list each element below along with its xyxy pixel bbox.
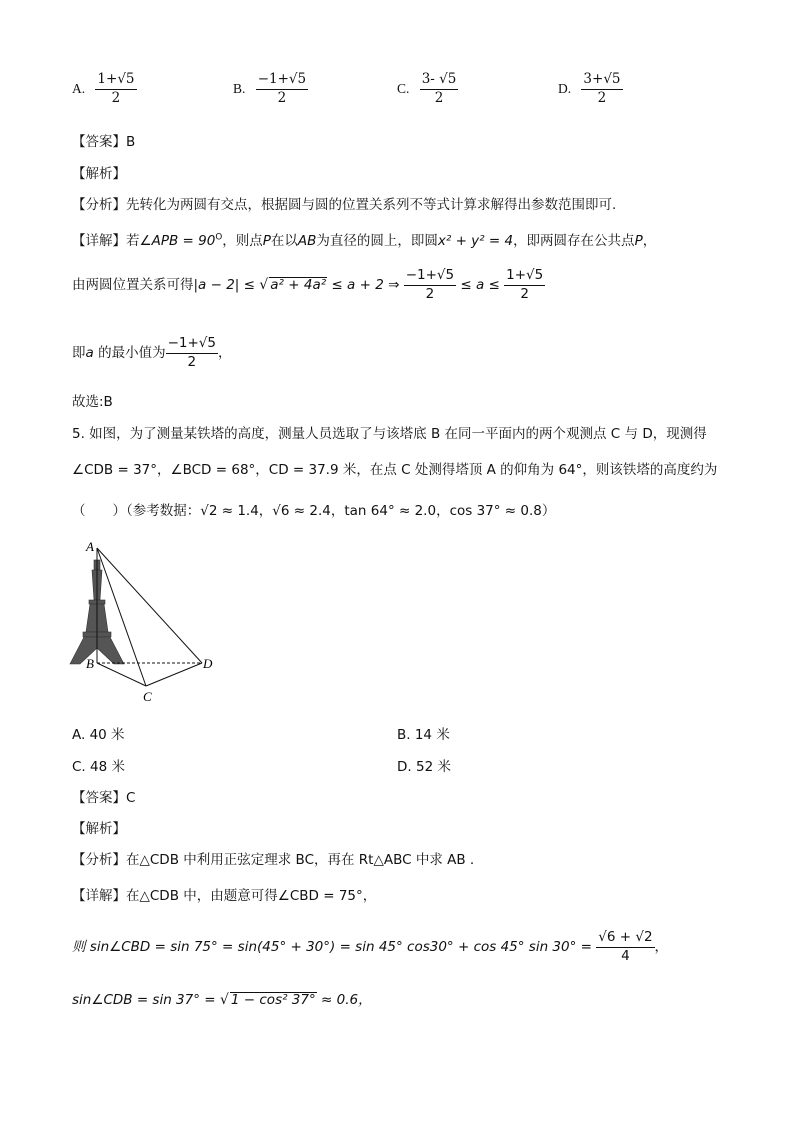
math: sin∠CDB = sin 37° = <box>72 992 220 1008</box>
q5-option-b: B. 14 米 <box>397 727 450 743</box>
fraction-denominator: 2 <box>425 285 435 302</box>
point-label-c: C <box>143 689 152 704</box>
radical-sign: √ <box>219 992 229 1008</box>
q5-analysis-heading: 【解析】 <box>72 821 126 837</box>
q5-option-a: A. 40 米 <box>72 727 125 743</box>
math: x² + y² = 4 <box>437 233 514 249</box>
math: AB <box>297 233 317 249</box>
fraction-denominator: 2 <box>434 89 444 106</box>
q5-option-c: C. 48 米 <box>72 759 125 775</box>
fraction-numerator: 1+√5 <box>504 268 545 286</box>
sqrt-radicand: 1 − cos² 37° <box>230 992 316 1008</box>
text: ，则点 <box>222 233 263 249</box>
fraction-denominator: 2 <box>187 353 197 370</box>
q5-detail-line3 <box>72 988 372 1008</box>
math: ≤ a + 2 ⇒ <box>327 277 404 294</box>
fraction <box>504 268 545 302</box>
q4-choose: 故选:B <box>72 394 113 410</box>
sqrt-radicand: a² + 4a² <box>270 277 327 294</box>
text: 在以 <box>270 233 298 249</box>
text: 的最小值为 <box>93 345 166 362</box>
q4-detail-line2 <box>72 268 545 302</box>
q5-answer: 【答案】C <box>72 790 136 806</box>
option-fraction <box>256 72 308 106</box>
option-fraction <box>420 72 459 106</box>
math: ≈ 0.6， <box>316 992 372 1008</box>
fraction <box>404 268 456 302</box>
fraction-denominator: 2 <box>520 285 529 302</box>
fraction-numerator: √6 + √2 <box>596 930 654 948</box>
point-label-d: D <box>203 656 213 671</box>
point-label-b: B <box>86 656 94 671</box>
math: ∠APB = 90 <box>139 233 216 249</box>
fraction-denominator: 2 <box>111 89 121 106</box>
text: 由两圆位置关系可得 <box>72 277 194 294</box>
math: P <box>262 233 271 249</box>
q4-option-c <box>397 72 458 106</box>
superscript: O <box>215 232 223 243</box>
option-label: C. <box>397 80 410 96</box>
fraction-denominator: 2 <box>277 89 287 106</box>
option-label: D. <box>558 80 572 96</box>
option-fraction <box>95 72 136 106</box>
fraction-numerator: 3- √5 <box>420 72 459 90</box>
text: ， <box>654 939 669 956</box>
q5-stem-line3: （ ）（参考数据：√2 ≈ 1.4，√6 ≈ 2.4，tan 64° ≈ 2.0，cos 37° ≈ 0.8） <box>72 503 556 519</box>
fraction-numerator: 1+√5 <box>95 72 136 90</box>
q4-fenxi: 【分析】先转化为两圆有交点，根据圆与圆的位置关系列不等式计算求解得出参数范围即可. <box>72 197 617 213</box>
fraction-numerator: 3+√5 <box>581 72 622 90</box>
fraction <box>166 336 218 370</box>
q4-answer: 【答案】B <box>72 134 136 150</box>
option-fraction <box>581 72 622 106</box>
math: |a − 2| ≤ <box>193 277 260 294</box>
text: ， <box>642 233 657 249</box>
math: 则 sin∠CBD = sin 75° = sin(45° + 30°) = sin 45° cos30° + cos 45° sin 30° = <box>72 939 597 956</box>
q4-analysis-heading: 【解析】 <box>72 166 126 182</box>
construction-lines <box>97 548 202 686</box>
q5-stem-line2: ∠CDB = 37°，∠BCD = 68°，CD = 37.9 米，在点 C 处测得塔顶 A 的仰角为 64°，则该铁塔的高度约为 <box>72 462 718 478</box>
fraction-numerator: −1+√5 <box>256 72 308 90</box>
fraction-numerator: −1+√5 <box>166 336 218 354</box>
option-label: B. <box>233 80 246 96</box>
math: P <box>634 233 643 249</box>
fraction-denominator: 2 <box>597 89 607 106</box>
q5-detail-line2 <box>72 930 668 964</box>
q5-option-d: D. 52 米 <box>397 759 451 775</box>
text: ， <box>217 345 232 362</box>
q4-option-d <box>558 72 623 106</box>
math: ≤ a ≤ <box>456 277 505 294</box>
text: ，即两圆存在公共点 <box>513 233 635 249</box>
point-label-a: A <box>86 539 94 554</box>
text: 即 <box>72 345 86 362</box>
q4-detail-line3 <box>72 336 231 370</box>
tower-figure <box>66 538 226 706</box>
q4-detail-line1 <box>72 229 656 249</box>
q5-fenxi: 【分析】在△CDB 中利用正弦定理求 BC，再在 Rt△ABC 中求 AB . <box>72 852 475 868</box>
q4-option-a <box>72 72 137 106</box>
fraction-denominator: 4 <box>621 947 630 964</box>
tower-diagram <box>66 538 226 706</box>
fraction-numerator: −1+√5 <box>404 268 456 286</box>
math: a <box>85 345 94 362</box>
text: 为直径的圆上，即圆 <box>316 233 438 249</box>
q5-stem-line1: 5. 如图，为了测量某铁塔的高度，测量人员选取了与该塔底 B 在同一平面内的两个观测点 C 与 D，现测得 <box>72 426 707 442</box>
fraction <box>596 930 654 964</box>
option-label: A. <box>72 80 86 96</box>
text: 【详解】若 <box>72 233 140 249</box>
q4-option-b <box>233 72 308 106</box>
radical-sign: √ <box>259 277 269 294</box>
q5-detail-line1: 【详解】在△CDB 中，由题意可得∠CBD = 75°， <box>72 888 377 904</box>
